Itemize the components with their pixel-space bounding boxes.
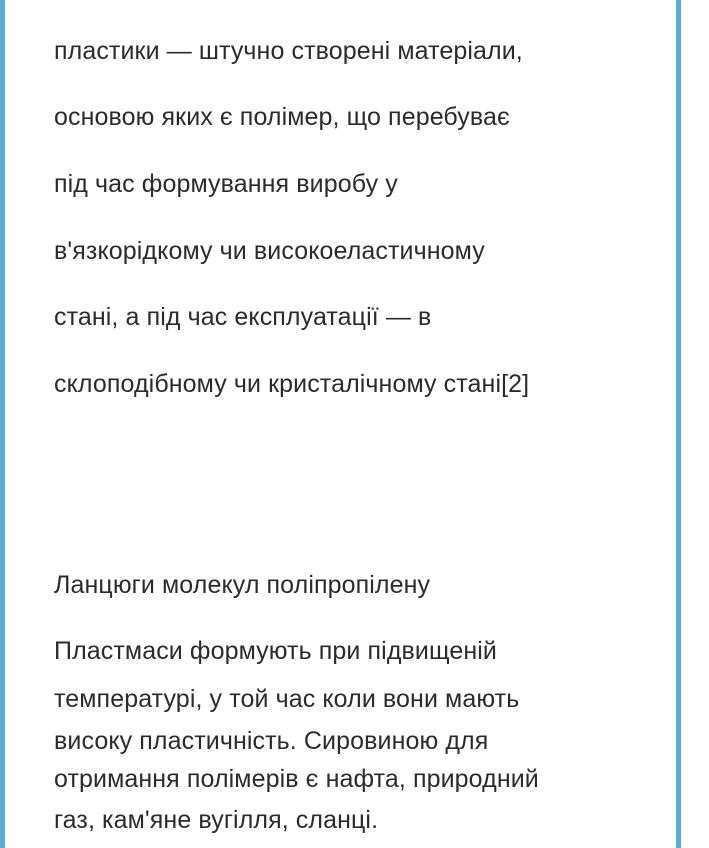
right-border xyxy=(676,0,681,848)
text-line: отримання полімерів є нафта, природний xyxy=(54,765,539,793)
text-line: стані, а під час експлуатації — в xyxy=(54,303,432,331)
text-line: основою яких є полімер, що перебуває xyxy=(54,103,510,131)
text-line: склоподібному чи кристалічному стані[2] xyxy=(54,370,530,398)
text-line: в'язкорідкому чи високоеластичному xyxy=(54,237,485,265)
text-line: газ, кам'яне вугілля, сланці. xyxy=(54,806,379,834)
text-line: Пластмаси формують при підвищеній xyxy=(54,637,497,665)
text-line: під час формування виробу у xyxy=(54,170,398,198)
text-line: температурі, у той час коли вони мають xyxy=(54,685,520,713)
text-line: пластики — штучно створені матеріали, xyxy=(54,37,523,65)
text-line: високу пластичність. Сировиною для xyxy=(54,727,489,755)
left-border xyxy=(0,0,5,848)
image-caption-heading: Ланцюги молекул поліпропілену xyxy=(54,571,431,599)
